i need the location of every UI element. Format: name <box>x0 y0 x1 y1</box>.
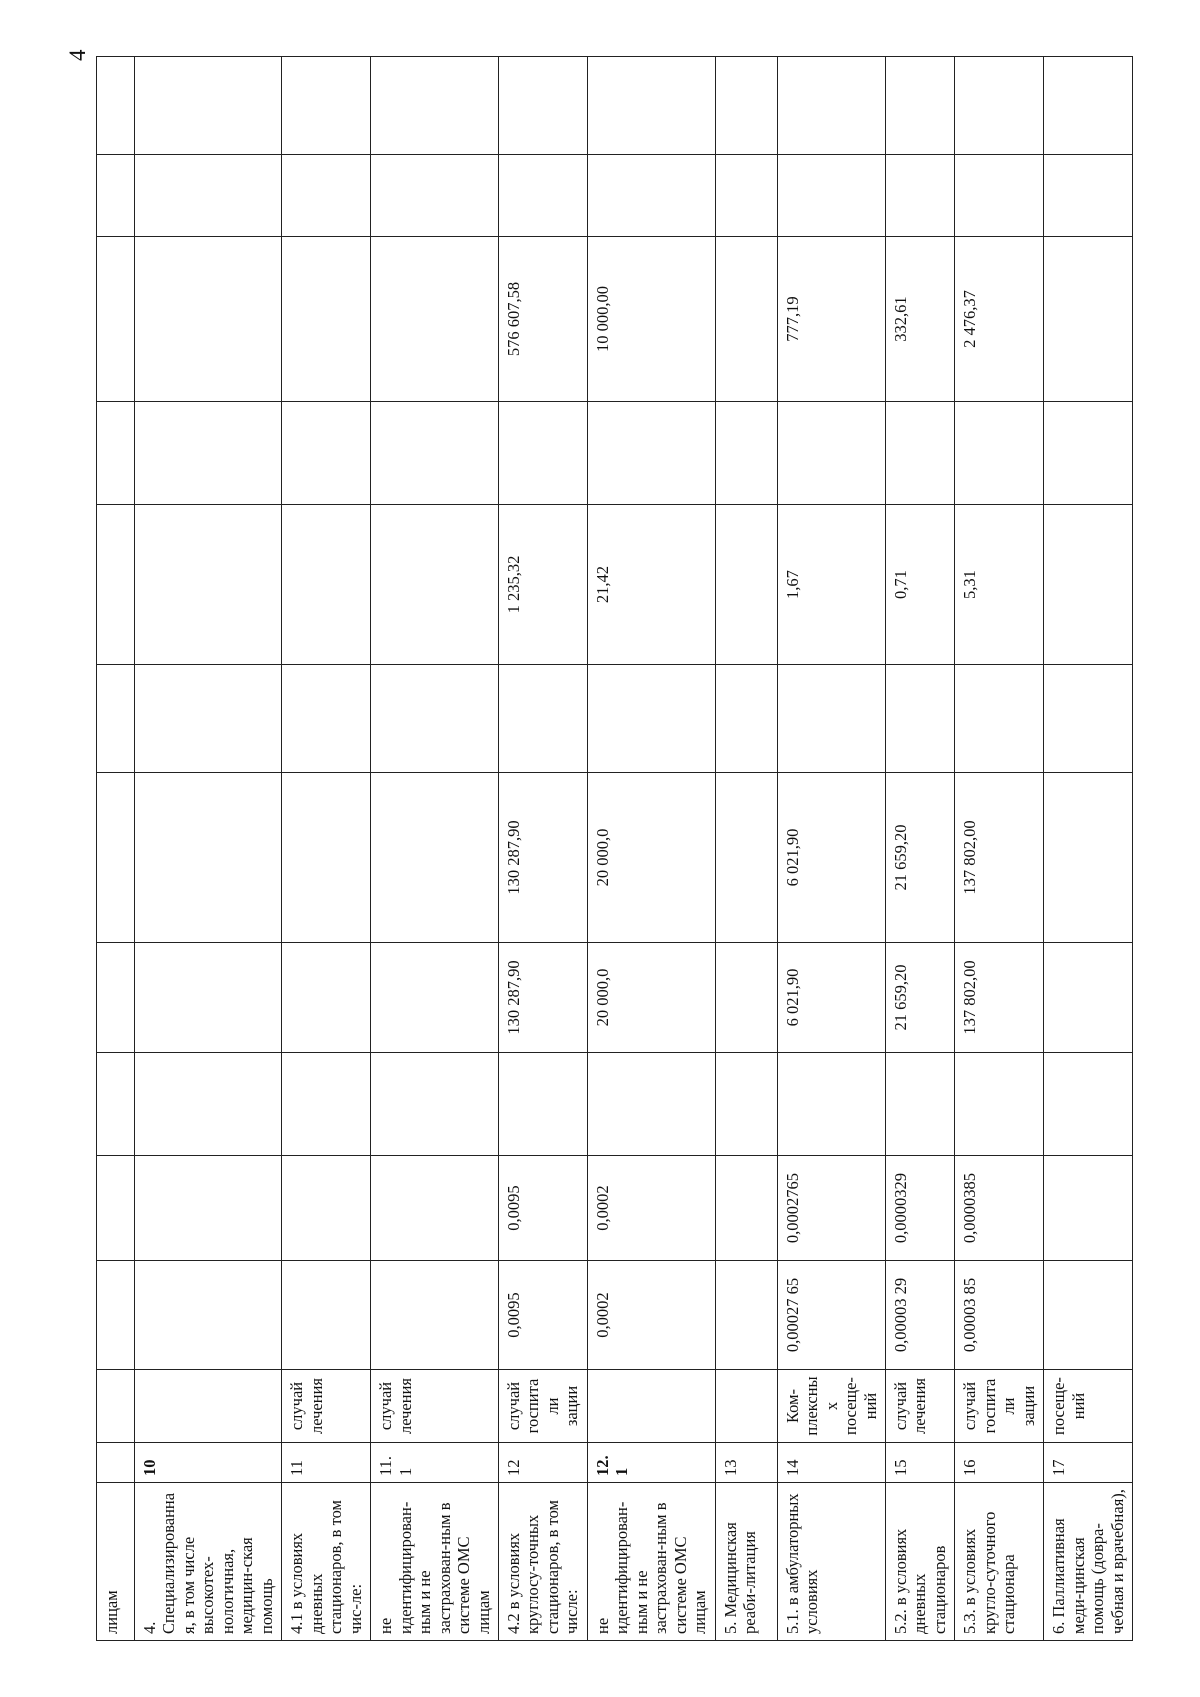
unit-cell <box>715 1370 777 1443</box>
value-cell-c11 <box>715 57 777 155</box>
value-cell-c1 <box>282 1261 371 1370</box>
value-cell-c10 <box>777 155 885 237</box>
table-row <box>498 57 587 1641</box>
table-row <box>135 57 282 1641</box>
value-cell-c2 <box>371 1156 499 1261</box>
row-name-cell: 5. Медицинская реаби-литация <box>715 1483 777 1641</box>
value-cell-c3 <box>97 1053 135 1156</box>
row-number-cell: 13 <box>715 1443 777 1483</box>
value-cell-c3 <box>587 1053 715 1156</box>
unit-cell: Ком-плексных посеще-ний <box>777 1370 885 1443</box>
table-row <box>97 57 135 1641</box>
row-name-cell: 5.3. в условиях кругло-суточного стационара <box>955 1483 1044 1641</box>
value-cell-c7: 0,71 <box>886 505 955 665</box>
value-cell-c5 <box>715 773 777 943</box>
row-name-cell: 4.1 в условиях дневных стационаров, в том чис-ле: <box>282 1483 371 1641</box>
value-cell-c6 <box>135 665 282 773</box>
value-cell-c6 <box>97 665 135 773</box>
value-cell-c6 <box>282 665 371 773</box>
value-cell-c4: 6 021,90 <box>777 943 885 1053</box>
value-cell-c9: 777,19 <box>777 237 885 402</box>
value-cell-c3 <box>1044 1053 1133 1156</box>
unit-cell: посеще-ний <box>1044 1370 1133 1443</box>
value-cell-c2: 0,0000329 <box>886 1156 955 1261</box>
value-cell-c5: 21 659,20 <box>886 773 955 943</box>
value-cell-c5: 130 287,90 <box>498 773 587 943</box>
value-cell-c11 <box>886 57 955 155</box>
unit-cell: случай лечения <box>282 1370 371 1443</box>
value-cell-c9: 332,61 <box>886 237 955 402</box>
value-cell-c8 <box>135 402 282 505</box>
row-number-bold: 12.1 <box>592 1455 632 1476</box>
value-cell-c6 <box>886 665 955 773</box>
unit-cell: случай госпитали зации <box>498 1370 587 1443</box>
value-cell-c11 <box>135 57 282 155</box>
page-number: 4 <box>65 49 90 61</box>
value-cell-c4: 20 000,0 <box>587 943 715 1053</box>
value-cell-c9 <box>135 237 282 402</box>
row-number-cell <box>135 1443 282 1483</box>
value-cell-c1: 0,0095 <box>498 1261 587 1370</box>
value-cell-c4: 21 659,20 <box>886 943 955 1053</box>
value-cell-c11 <box>777 57 885 155</box>
value-cell-c7 <box>371 505 499 665</box>
value-cell-c5 <box>135 773 282 943</box>
financing-table <box>96 56 1133 1641</box>
value-cell-c7: 21,42 <box>587 505 715 665</box>
value-cell-c2 <box>282 1156 371 1261</box>
table-row <box>587 57 715 1641</box>
value-cell-c1 <box>135 1261 282 1370</box>
value-cell-c1: 0,00003 85 <box>955 1261 1044 1370</box>
value-cell-c10 <box>135 155 282 237</box>
unit-cell <box>135 1370 282 1443</box>
value-cell-c6 <box>371 665 499 773</box>
value-cell-c9 <box>1044 237 1133 402</box>
row-number-cell: 14 <box>777 1443 885 1483</box>
value-cell-c8 <box>715 402 777 505</box>
row-name-cell: 4. Специализированная, в том числе высокотех-нологичная, медицин-ская помощь <box>135 1483 282 1641</box>
row-number-cell: 17 <box>1044 1443 1133 1483</box>
value-cell-c3 <box>282 1053 371 1156</box>
unit-cell: случай лечения <box>886 1370 955 1443</box>
value-cell-c4 <box>715 943 777 1053</box>
value-cell-c5 <box>371 773 499 943</box>
value-cell-c10 <box>282 155 371 237</box>
value-cell-c1: 0,0002 <box>587 1261 715 1370</box>
value-cell-c2 <box>1044 1156 1133 1261</box>
value-cell-c8 <box>282 402 371 505</box>
value-cell-c4 <box>97 943 135 1053</box>
value-cell-c2 <box>97 1156 135 1261</box>
value-cell-c8 <box>498 402 587 505</box>
value-cell-c2: 0,0095 <box>498 1156 587 1261</box>
unit-cell <box>587 1370 715 1443</box>
value-cell-c1 <box>715 1261 777 1370</box>
value-cell-c4 <box>371 943 499 1053</box>
row-number-cell: 11 <box>282 1443 371 1483</box>
value-cell-c9 <box>715 237 777 402</box>
unit-cell <box>97 1370 135 1443</box>
value-cell-c5: 137 802,00 <box>955 773 1044 943</box>
value-cell-c11 <box>498 57 587 155</box>
unit-cell: случай госпитали зации <box>955 1370 1044 1443</box>
value-cell-c10 <box>715 155 777 237</box>
value-cell-c8 <box>1044 402 1133 505</box>
value-cell-c8 <box>955 402 1044 505</box>
row-number-cell <box>97 1443 135 1483</box>
value-cell-c8 <box>371 402 499 505</box>
value-cell-c9 <box>371 237 499 402</box>
value-cell-c11 <box>587 57 715 155</box>
table-row <box>955 57 1044 1641</box>
value-cell-c3 <box>777 1053 885 1156</box>
value-cell-c6 <box>1044 665 1133 773</box>
value-cell-c7: 1,67 <box>777 505 885 665</box>
table-row <box>1044 57 1133 1641</box>
value-cell-c8 <box>587 402 715 505</box>
value-cell-c4: 137 802,00 <box>955 943 1044 1053</box>
row-number-bold: 10 <box>140 1459 159 1476</box>
value-cell-c4 <box>135 943 282 1053</box>
row-name-cell: не идентифицирован-ным и не застрахован-ным в системе ОМС лицам <box>587 1483 715 1641</box>
row-name-cell: лицам <box>97 1483 135 1641</box>
value-cell-c10 <box>886 155 955 237</box>
value-cell-c10 <box>371 155 499 237</box>
value-cell-c4 <box>282 943 371 1053</box>
value-cell-c7 <box>1044 505 1133 665</box>
value-cell-c5 <box>97 773 135 943</box>
row-number-cell: 16 <box>955 1443 1044 1483</box>
value-cell-c1: 0,00003 29 <box>886 1261 955 1370</box>
value-cell-c11 <box>1044 57 1133 155</box>
value-cell-c10 <box>498 155 587 237</box>
value-cell-c7 <box>715 505 777 665</box>
value-cell-c1: 0,00027 65 <box>777 1261 885 1370</box>
row-name-cell: 6. Паллиативная меди-цинская помощь (довра-чебная и врачебная), <box>1044 1483 1133 1641</box>
value-cell-c6 <box>955 665 1044 773</box>
value-cell-c2: 0,0002765 <box>777 1156 885 1261</box>
value-cell-c1 <box>1044 1261 1133 1370</box>
table-row <box>715 57 777 1641</box>
value-cell-c11 <box>371 57 499 155</box>
value-cell-c10 <box>587 155 715 237</box>
table-row <box>886 57 955 1641</box>
value-cell-c2: 0,0002 <box>587 1156 715 1261</box>
value-cell-c5: 6 021,90 <box>777 773 885 943</box>
value-cell-c8 <box>777 402 885 505</box>
unit-cell: случай лечения <box>371 1370 499 1443</box>
row-name-cell: 5.1. в амбулаторных условиях <box>777 1483 885 1641</box>
table-row <box>282 57 371 1641</box>
value-cell-c6 <box>715 665 777 773</box>
value-cell-c6 <box>587 665 715 773</box>
value-cell-c2 <box>135 1156 282 1261</box>
row-number-cell: 12 <box>498 1443 587 1483</box>
table-body <box>97 57 1133 1641</box>
value-cell-c7 <box>282 505 371 665</box>
value-cell-c11 <box>955 57 1044 155</box>
value-cell-c3 <box>498 1053 587 1156</box>
value-cell-c6 <box>498 665 587 773</box>
value-cell-c2 <box>715 1156 777 1261</box>
value-cell-c10 <box>97 155 135 237</box>
value-cell-c8 <box>886 402 955 505</box>
rotated-table-container <box>96 57 1127 1641</box>
value-cell-c9: 10 000,00 <box>587 237 715 402</box>
value-cell-c10 <box>955 155 1044 237</box>
value-cell-c10 <box>1044 155 1133 237</box>
value-cell-c7 <box>135 505 282 665</box>
row-number-cell <box>587 1443 715 1483</box>
value-cell-c3 <box>135 1053 282 1156</box>
row-name-cell: 4.2 в условиях круглосу-точных стационаров, в том числе: <box>498 1483 587 1641</box>
value-cell-c7 <box>97 505 135 665</box>
value-cell-c4: 130 287,90 <box>498 943 587 1053</box>
value-cell-c6 <box>777 665 885 773</box>
value-cell-c1 <box>371 1261 499 1370</box>
table-row <box>371 57 499 1641</box>
row-name-cell: 5.2. в условиях дневных стационаров <box>886 1483 955 1641</box>
value-cell-c1 <box>97 1261 135 1370</box>
value-cell-c3 <box>886 1053 955 1156</box>
row-number-cell: 15 <box>886 1443 955 1483</box>
row-number-cell: 11.1 <box>371 1443 499 1483</box>
value-cell-c9: 576 607,58 <box>498 237 587 402</box>
value-cell-c3 <box>715 1053 777 1156</box>
value-cell-c9: 2 476,37 <box>955 237 1044 402</box>
table-row <box>777 57 885 1641</box>
value-cell-c3 <box>371 1053 499 1156</box>
value-cell-c7: 1 235,32 <box>498 505 587 665</box>
value-cell-c9 <box>97 237 135 402</box>
value-cell-c11 <box>282 57 371 155</box>
value-cell-c11 <box>97 57 135 155</box>
value-cell-c8 <box>97 402 135 505</box>
row-name-cell: не идентифицирован-ным и не застрахован-ным в системе ОМС лицам <box>371 1483 499 1641</box>
value-cell-c5: 20 000,0 <box>587 773 715 943</box>
value-cell-c5 <box>282 773 371 943</box>
value-cell-c3 <box>955 1053 1044 1156</box>
value-cell-c5 <box>1044 773 1133 943</box>
value-cell-c4 <box>1044 943 1133 1053</box>
value-cell-c2: 0,0000385 <box>955 1156 1044 1261</box>
value-cell-c9 <box>282 237 371 402</box>
value-cell-c7: 5,31 <box>955 505 1044 665</box>
